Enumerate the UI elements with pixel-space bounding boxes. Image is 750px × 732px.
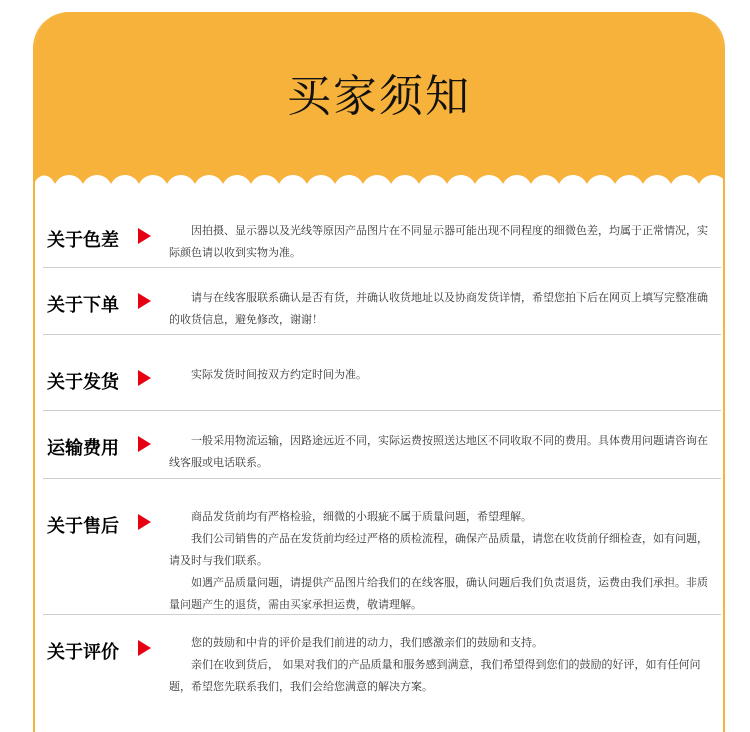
section-label: 关于色差 bbox=[47, 230, 119, 251]
section-ordering bbox=[43, 267, 721, 335]
section-text: 一般采用物流运输，因路途远近不同，实际运费按照送达地区不同收取不同的费用。具体费用问题请咨询在线客服或电话联系。 bbox=[169, 434, 708, 469]
arrow-right-icon bbox=[138, 640, 151, 656]
section-shipping bbox=[43, 334, 721, 411]
arrow-right-icon bbox=[138, 514, 151, 530]
section-text: 实际发货时间按双方约定时间为准。 bbox=[191, 368, 367, 381]
section-freight-cost bbox=[43, 410, 721, 479]
section-text: 请与在线客服联系确认是否有货，并确认收货地址以及协商发货详情，希望您拍下后在网页上填写完整准确的收货信息，避免修改，谢谢！ bbox=[169, 291, 708, 326]
page-title: 买家须知 bbox=[287, 71, 471, 122]
section-text: 因拍摄、显示器以及光线等原因产品图片在不同显示器可能出现不同程度的细微色差，均属于正常情况，实际颜色请以收到实物为准。 bbox=[169, 224, 708, 259]
section-label: 关于下单 bbox=[47, 295, 119, 316]
section-reviews bbox=[43, 614, 721, 732]
section-after-sales bbox=[43, 478, 721, 615]
section-color-difference bbox=[43, 212, 721, 268]
section-text: 商品发货前均有严格检验，细微的小瑕疵不属于质量问题，希望理解。 我们公司销售的产品在发货前均经过严格的质检流程，确保产品质量，请您在收货前仔细检查，如有问题，请及时与我们联系。 如遇产品质量问题，请提供产品图片给我们的在线客服，确认问题后我们负责退货，运费由我们承担。非质量问题产生的退货，需由买家承担运费，敬请理解。 bbox=[169, 510, 708, 611]
section-label: 运输费用 bbox=[47, 438, 119, 459]
arrow-right-icon bbox=[138, 293, 151, 309]
arrow-right-icon bbox=[138, 370, 151, 386]
section-label: 关于发货 bbox=[47, 372, 119, 393]
section-label: 关于评价 bbox=[47, 642, 119, 663]
buyer-notice-card bbox=[33, 12, 725, 732]
arrow-right-icon bbox=[138, 436, 151, 452]
arrow-right-icon bbox=[138, 228, 151, 244]
section-label: 关于售后 bbox=[47, 516, 119, 537]
header-banner bbox=[35, 12, 725, 192]
section-text: 您的鼓励和中肯的评价是我们前进的动力，我们感激亲们的鼓励和支持。 亲们在收到货后， 如果对我们的产品质量和服务感到满意，我们希望得到您们的鼓励的好评，如有任何问题，希望您先联系我们，我们会给您满意的解决方案。 bbox=[169, 636, 701, 693]
